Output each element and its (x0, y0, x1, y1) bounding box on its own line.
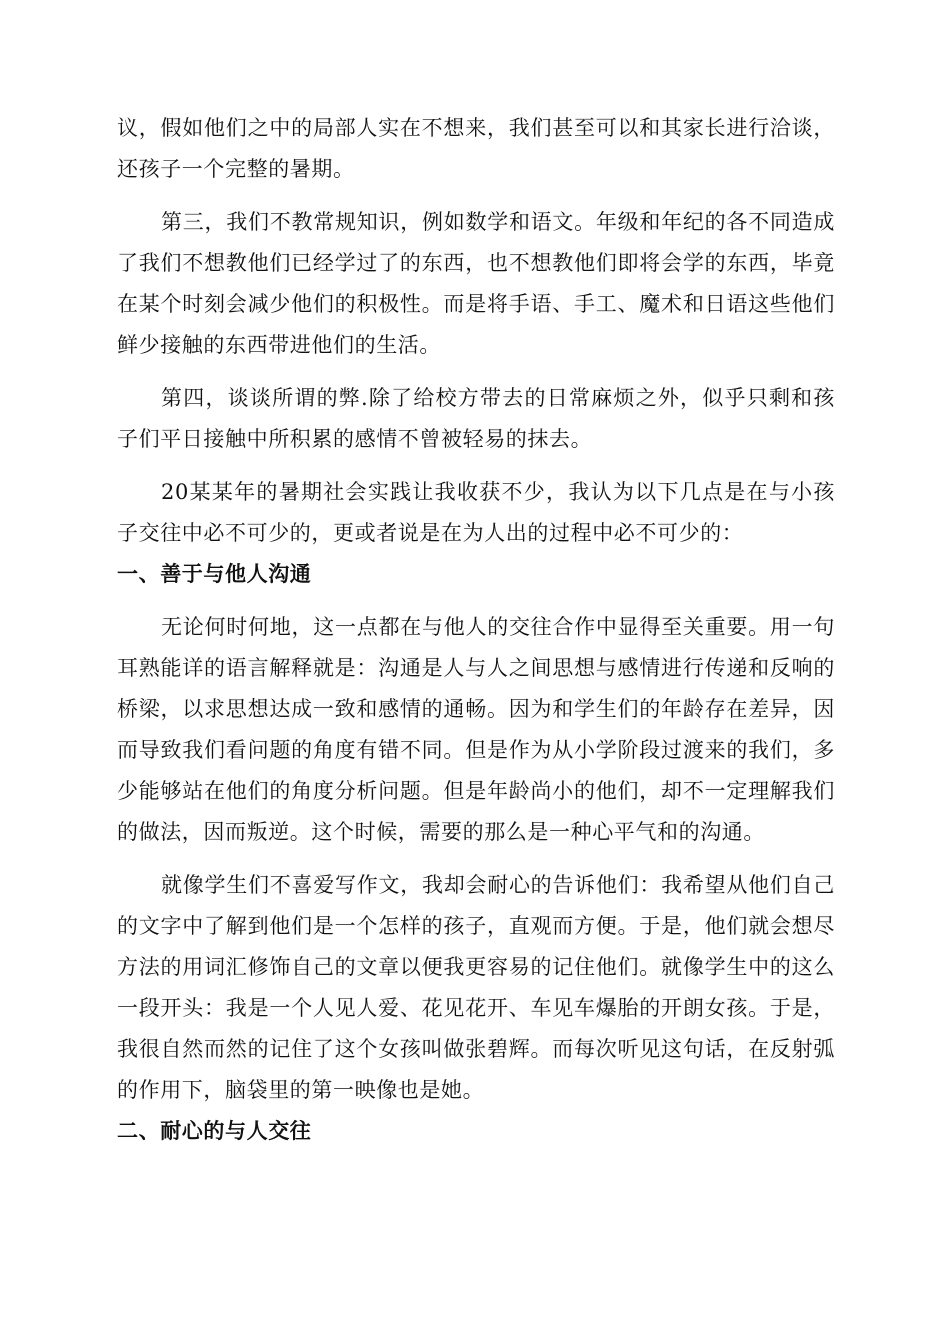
paragraph-writing-example: 就像学生们不喜爱写作文，我却会耐心的告诉他们：我希望从他们自己的文字中了解到他们是一个怎样的孩子，直观而方便。于是，他们就会想尽方法的用词汇修饰自己的文章以便我更容易的记住他们。就像学生中的这么一段开头：我是一个人见人爱、花见花开、车见车爆胎的开朗女孩。于是，我很自然而然的记住了这个女孩叫做张碧辉。而每次听见这句话，在反射弧的作用下，脑袋里的第一映像也是她。 (117, 873, 835, 1102)
paragraph-third-point: 第三，我们不教常规知识，例如数学和语文。年级和年纪的各不同造成了我们不想教他们已经学过了的东西，也不想教他们即将会学的东西，毕竟在某个时刻会减少他们的积极性。而是将手语、手工、魔术和日语这些他们鲜少接触的东西带进他们的生活。 (117, 210, 835, 357)
section-heading-patience: 二、耐心的与人交往 (117, 1119, 312, 1143)
paragraph-summary-intro: 20某某年的暑期社会实践让我收获不少，我认为以下几点是在与小孩子交往中必不可少的，更或者说是在为人出的过程中必不可少的： (117, 480, 835, 545)
section-heading-communication: 一、善于与他人沟通 (117, 562, 312, 586)
document-page (117, 108, 835, 1152)
paragraph-communication: 无论何时何地，这一点都在与他人的交往合作中显得至关重要。用一句耳熟能详的语言解释就是：沟通是人与人之间思想与感情进行传递和反响的桥梁，以求思想达成一致和感情的通畅。因为和学生们的年龄存在差异，因而导致我们看问题的角度有错不同。但是作为从小学阶段过渡来的我们，多少能够站在他们的角度分析问题。但是年龄尚小的他们，却不一定理解我们的做法，因而叛逆。这个时候，需要的那么是一种心平气和的沟通。 (117, 615, 835, 844)
paragraph-continuation: 议，假如他们之中的局部人实在不想来，我们甚至可以和其家长进行洽谈，还孩子一个完整的暑期。 (117, 116, 835, 181)
paragraph-fourth-point: 第四，谈谈所谓的弊.除了给校方带去的日常麻烦之外，似乎只剩和孩子们平日接触中所积累的感情不曾被轻易的抹去。 (117, 386, 835, 451)
